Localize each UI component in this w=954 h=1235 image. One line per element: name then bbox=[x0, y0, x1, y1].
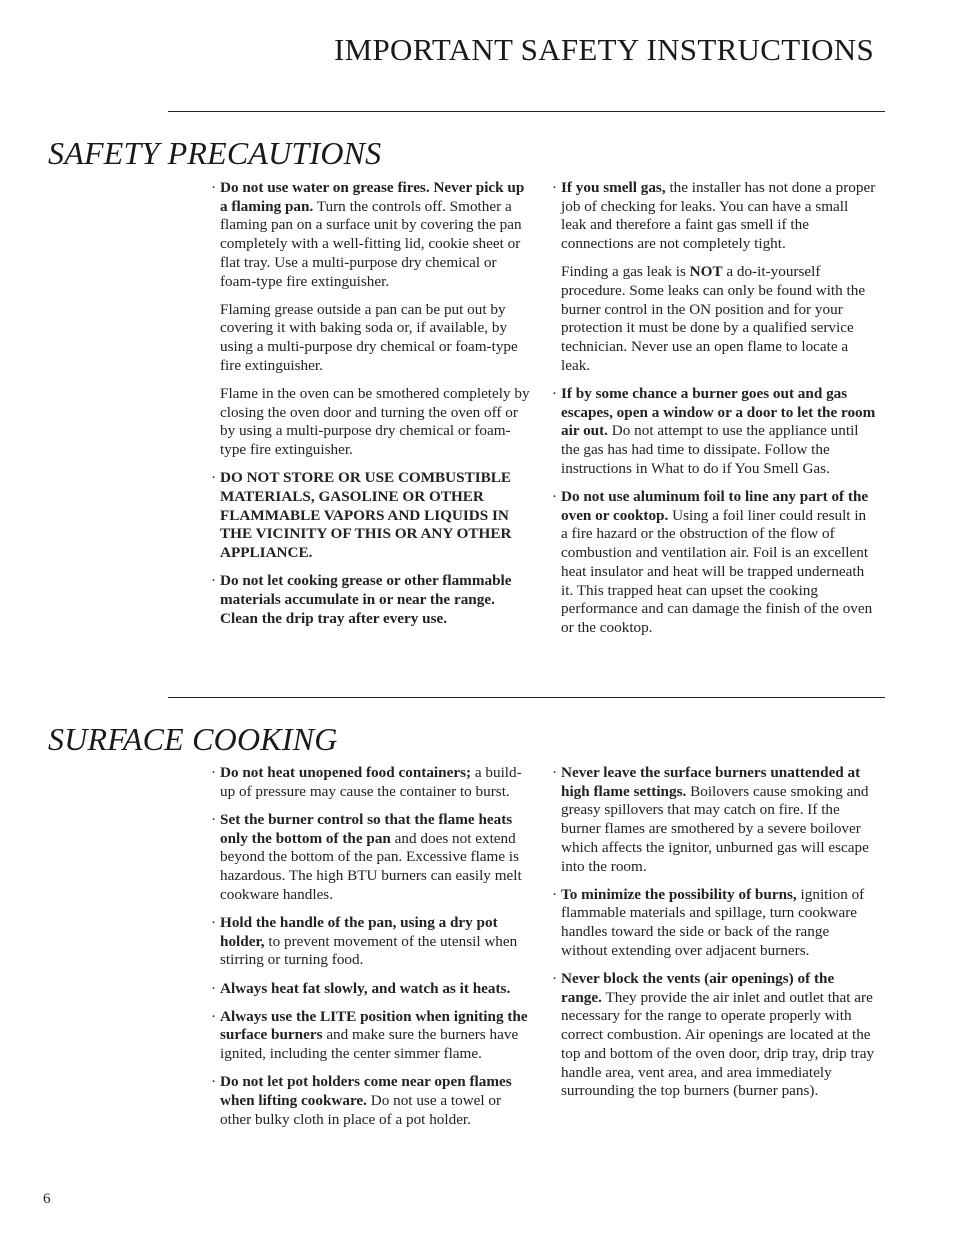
bullet-marker: · bbox=[211, 913, 217, 931]
instruction-item bbox=[211, 179, 533, 460]
instruction-paragraph bbox=[561, 764, 876, 876]
instruction-emphasis: If by some chance a burner goes out and gas escapes, open a window or a door to let the room air out. bbox=[561, 385, 876, 440]
instruction-text: a do-it-yourself procedure. Some leaks can only be found with the burner control in the ON position and for your protection it must be done by a qualified service technician. Never use an open flame to locate a leak. bbox=[561, 263, 866, 374]
instruction-emphasis: Hold the handle of the pan, using a dry pot holder, bbox=[220, 913, 498, 950]
instruction-text: to prevent movement of the utensil when stirring or turning food. bbox=[220, 932, 518, 969]
instruction-paragraph bbox=[220, 764, 533, 801]
instruction-text: and make sure the burners have ignited, including the center simmer flame. bbox=[220, 1026, 519, 1063]
instruction-paragraph bbox=[220, 469, 533, 563]
instruction-emphasis: Do not use water on grease fires. Never pick up a flaming pan. bbox=[220, 179, 525, 215]
instruction-text: Flaming grease outside a pan can be put out by covering it with baking soda or, if available, by using a multi-purpose dry chemical or foam-type fire extinguisher. bbox=[220, 300, 518, 374]
surface-cooking-left-column bbox=[211, 764, 533, 1139]
instruction-item bbox=[211, 572, 533, 628]
page-number: 6 bbox=[43, 1191, 51, 1207]
bullet-marker: · bbox=[211, 764, 217, 781]
instruction-item bbox=[552, 488, 876, 638]
instruction-paragraph bbox=[220, 811, 533, 905]
instruction-paragraph bbox=[561, 488, 876, 638]
bullet-marker: · bbox=[552, 764, 558, 781]
instruction-paragraph bbox=[220, 179, 533, 291]
instruction-paragraph bbox=[220, 980, 533, 999]
instruction-emphasis: Never block the vents (air openings) of the range. bbox=[561, 970, 835, 1006]
surface-cooking-right-column bbox=[552, 764, 876, 1110]
safety-precautions-right-column bbox=[552, 179, 876, 647]
instruction-text: and does not extend beyond the bottom of the pan. Excessive flame is hazardous. The high BTU burners can easily melt cookware handles. bbox=[220, 829, 522, 903]
instruction-text: the installer has not done a proper job of checking for leaks. You can have a small leak and therefore a faint gas smell if the connections are not completely tight. bbox=[561, 179, 876, 253]
bullet-marker: · bbox=[211, 179, 217, 196]
section-divider-rule bbox=[168, 697, 885, 698]
instruction-text: Do not attempt to use the appliance until the gas has had time to dissipate. Follow the instructions in What to do if You Smell Gas. bbox=[561, 422, 859, 477]
header-rule bbox=[168, 111, 885, 112]
instruction-paragraph bbox=[561, 263, 876, 375]
instruction-emphasis: Always use the LITE position when igniting the surface burners bbox=[220, 1007, 528, 1044]
page-header-title: IMPORTANT SAFETY INSTRUCTIONS bbox=[333, 32, 874, 67]
instruction-paragraph bbox=[220, 385, 533, 460]
bullet-marker: · bbox=[211, 469, 217, 487]
instruction-emphasis: To minimize the possibility of burns, bbox=[561, 885, 797, 903]
instruction-item bbox=[552, 179, 876, 376]
instruction-text: They provide the air inlet and outlet that are necessary for the range to operate properly with correct combustion. Air openings are located at the top and bottom of the oven door, drip tray, drip tray handle area, vent area, and area immediately surrounding the top burners (burner pans). bbox=[561, 988, 875, 1100]
instruction-emphasis: If you smell gas, bbox=[561, 179, 666, 196]
instruction-text: Do not use a towel or other bulky cloth in place of a pot holder. bbox=[220, 1092, 502, 1128]
instruction-paragraph bbox=[561, 179, 876, 254]
instruction-text: Flame in the oven can be smothered completely by closing the oven door and turning the oven off or by using a multi-purpose dry chemical or foam-type fire extinguisher. bbox=[220, 385, 530, 459]
instruction-item bbox=[211, 811, 533, 905]
instruction-paragraph bbox=[561, 970, 876, 1101]
instruction-text: Finding a gas leak is bbox=[561, 263, 690, 281]
bullet-marker: · bbox=[211, 1073, 217, 1091]
instruction-paragraph bbox=[220, 914, 533, 970]
instruction-item bbox=[211, 1073, 533, 1129]
safety-precautions-left-column bbox=[211, 179, 533, 638]
instruction-emphasis: Do not use aluminum foil to line any part of the oven or cooktop. bbox=[561, 488, 869, 524]
instruction-text: Using a foil liner could result in a fire hazard or the obstruction of the flow of combustion and ventilation air. Foil is an excellent heat insulator and heat will be trapped underneath it. This trapped heat can upset the cooking performance and can damage the finish of the oven or the cooktop. bbox=[561, 506, 873, 636]
bullet-marker: · bbox=[211, 810, 217, 828]
instruction-item bbox=[552, 886, 876, 961]
section-title-safety-precautions: SAFETY PRECAUTIONS bbox=[48, 135, 382, 171]
bullet-marker: · bbox=[552, 970, 558, 988]
instruction-item bbox=[552, 385, 876, 479]
instruction-paragraph bbox=[220, 301, 533, 376]
instruction-paragraph bbox=[561, 886, 876, 961]
instruction-item bbox=[552, 764, 876, 876]
instruction-text: Boilovers cause smoking and greasy spillovers that may catch on fire. If the burner flames are smothered by a severe boilover which affects the ignitor, unburned gas will escape into the room. bbox=[561, 782, 869, 875]
instruction-paragraph bbox=[561, 385, 876, 479]
instruction-text: ignition of flammable materials and spillage, turn cookware handles toward the side or back of the range without extending over adjacent burners. bbox=[561, 885, 865, 959]
instruction-emphasis: Do not heat unopened food containers; bbox=[220, 764, 472, 781]
bullet-marker: · bbox=[211, 572, 217, 590]
instruction-paragraph bbox=[220, 572, 533, 628]
instruction-item bbox=[552, 970, 876, 1101]
instruction-item bbox=[211, 469, 533, 563]
instruction-item bbox=[211, 764, 533, 801]
bullet-marker: · bbox=[211, 1007, 217, 1025]
instruction-item bbox=[211, 914, 533, 970]
bullet-marker: · bbox=[552, 488, 558, 506]
instruction-emphasis: Do not let pot holders come near open flames when lifting cookware. bbox=[220, 1073, 512, 1110]
instruction-emphasis: Set the burner control so that the flame heats only the bottom of the pan bbox=[220, 810, 513, 847]
instruction-paragraph bbox=[220, 1073, 533, 1129]
instruction-paragraph bbox=[220, 1008, 533, 1064]
section-title-surface-cooking: SURFACE COOKING bbox=[48, 721, 338, 757]
instruction-emphasis: Always heat fat slowly, and watch as it heats. bbox=[220, 979, 511, 997]
instruction-emphasis: DO NOT STORE OR USE COMBUSTIBLE MATERIALS, GASOLINE OR OTHER FLAMMABLE VAPORS AND LIQUIDS IN THE VICINITY OF THIS OR ANY OTHER APPLIANCE. bbox=[220, 469, 512, 562]
instruction-emphasis: Never leave the surface burners unattended at high flame settings. bbox=[561, 764, 861, 800]
instruction-item bbox=[211, 1008, 533, 1064]
instruction-text: a build-up of pressure may cause the container to burst. bbox=[220, 764, 522, 800]
instruction-emphasis: Do not let cooking grease or other flammable materials accumulate in or near the range. Clean the drip tray after every use. bbox=[220, 572, 512, 627]
instruction-emphasis: NOT bbox=[689, 263, 723, 281]
instruction-text: Turn the controls off. Smother a flaming pan on a surface unit by covering the pan completely with a well-fitting lid, cookie sheet or flat tray. Use a multi-purpose dry chemical or foam-type fire extinguisher. bbox=[220, 197, 522, 290]
bullet-marker: · bbox=[211, 979, 217, 997]
bullet-marker: · bbox=[552, 179, 558, 196]
bullet-marker: · bbox=[552, 385, 558, 403]
bullet-marker: · bbox=[552, 885, 558, 903]
instruction-item bbox=[211, 980, 533, 999]
